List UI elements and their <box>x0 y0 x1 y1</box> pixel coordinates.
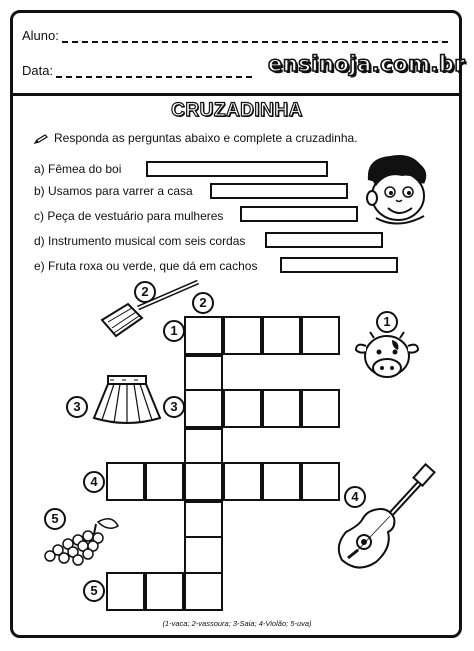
cell-1-4[interactable] <box>301 316 340 355</box>
pencil-icon <box>34 134 48 144</box>
cell-2-7[interactable] <box>184 536 223 575</box>
cell-4-5[interactable] <box>262 462 301 501</box>
picture-number-4: 4 <box>344 486 366 508</box>
question-d: d) Instrumento musical com seis cordas <box>34 234 246 248</box>
instruction-text: Responda as perguntas abaixo e complete a cruzadinha. <box>54 131 358 145</box>
cell-5-3[interactable] <box>184 572 223 611</box>
broom-icon <box>98 278 204 340</box>
cow-icon <box>352 332 422 382</box>
date-label: Data: <box>22 63 54 78</box>
cell-5-2[interactable] <box>145 572 184 611</box>
instruction <box>34 131 358 145</box>
clue-number-4: 4 <box>83 471 105 493</box>
cell-5-1[interactable] <box>106 572 145 611</box>
picture-number-1: 1 <box>376 311 398 333</box>
answer-box-b[interactable] <box>210 183 348 199</box>
student-name-field[interactable] <box>62 41 448 43</box>
picture-number-2: 2 <box>134 281 156 303</box>
answer-box-d[interactable] <box>265 232 383 248</box>
question-a: a) Fêmea do boi <box>34 162 122 176</box>
header-divider <box>10 93 462 96</box>
clue-number-5: 5 <box>83 580 105 602</box>
worksheet-title: CRUZADINHA <box>171 100 303 121</box>
cell-3-4[interactable] <box>301 389 340 428</box>
question-c: c) Peça de vestuário para mulheres <box>34 209 224 223</box>
site-logo: ensinoja.com.br <box>268 52 466 76</box>
cell-1-2[interactable] <box>223 316 262 355</box>
clue-number-1: 1 <box>163 320 185 342</box>
clue-number-2: 2 <box>192 292 214 314</box>
question-b: b) Usamos para varrer a casa <box>34 184 193 198</box>
cell-3-1[interactable] <box>184 389 223 428</box>
cell-3-3[interactable] <box>262 389 301 428</box>
answer-key: (1-vaca; 2-vassoura; 3-Saia; 4-Violão; 5-uva) <box>162 619 312 628</box>
answer-box-a[interactable] <box>146 161 328 177</box>
question-e: e) Fruta roxa ou verde, que dá em cachos <box>34 259 258 273</box>
cell-4-1[interactable] <box>106 462 145 501</box>
skirt-icon <box>92 372 162 428</box>
guitar-icon <box>334 466 434 576</box>
picture-number-5: 5 <box>44 508 66 530</box>
cell-4-4[interactable] <box>223 462 262 501</box>
boy-face-icon <box>358 150 438 230</box>
answer-box-c[interactable] <box>240 206 358 222</box>
cell-4-3[interactable] <box>184 462 223 501</box>
clue-number-3: 3 <box>163 396 185 418</box>
picture-number-3: 3 <box>66 396 88 418</box>
cell-1-3[interactable] <box>262 316 301 355</box>
cell-3-2[interactable] <box>223 389 262 428</box>
grapes-icon <box>38 512 128 570</box>
student-label: Aluno: <box>22 28 59 43</box>
cell-2-6[interactable] <box>184 501 223 540</box>
cell-4-2[interactable] <box>145 462 184 501</box>
answer-box-e[interactable] <box>280 257 398 273</box>
date-field[interactable] <box>56 76 252 78</box>
